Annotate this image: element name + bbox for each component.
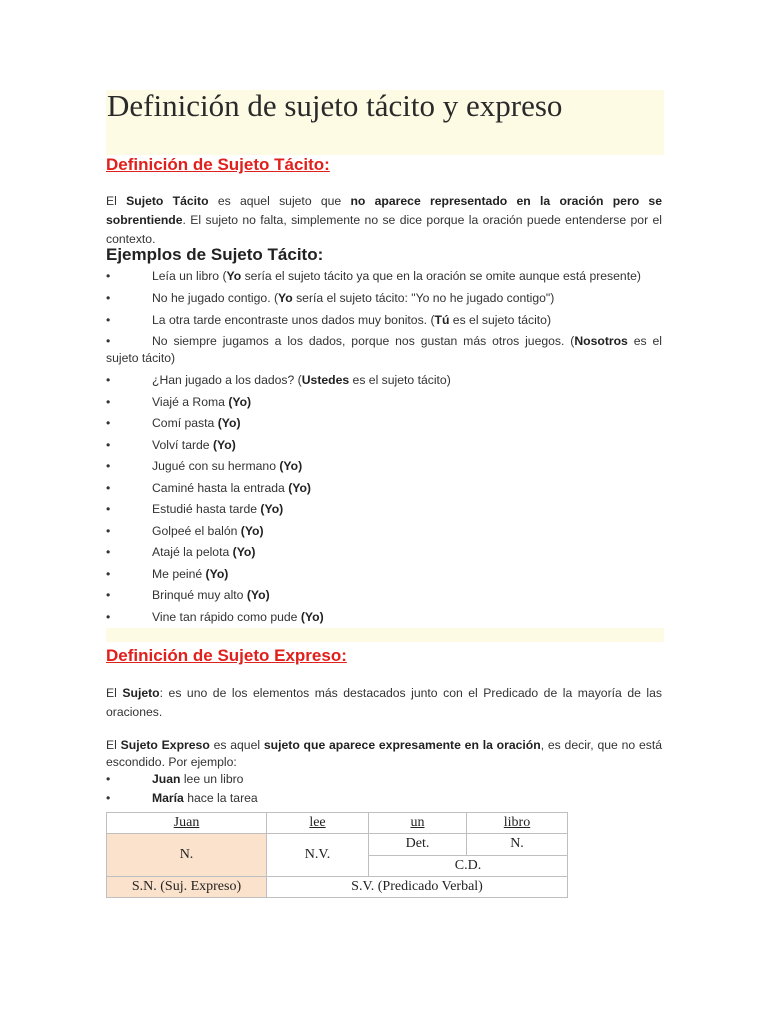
table-row [107, 834, 568, 856]
text: Golpeé el balón [152, 524, 241, 538]
text: hace la tarea [183, 791, 258, 805]
table-cell: N. [107, 834, 267, 877]
text: es aquel sujeto que [208, 194, 351, 208]
sujeto-definition [106, 684, 662, 722]
text: Viajé a Roma [152, 395, 229, 409]
text: Brinqué muy alto [152, 588, 247, 602]
bullet-icon: • [106, 588, 111, 602]
bold-subject: (Yo) [279, 459, 303, 473]
bold-subject: Yo [278, 291, 293, 305]
bullet-icon: • [106, 291, 111, 305]
list-item [152, 269, 641, 283]
bold-term: Sujeto [122, 686, 160, 700]
section-heading-expreso: Definición de Sujeto Expreso: [106, 646, 347, 665]
text: No siempre jugamos a los dados, porque nos gustan más otros juegos. ( [152, 334, 575, 348]
bold-subject: (Yo) [232, 545, 256, 559]
sentence-analysis-table [106, 812, 568, 898]
text: El [106, 738, 121, 752]
list-item [152, 791, 258, 805]
text: La otra tarde encontraste unos dados muy bonitos. ( [152, 313, 435, 327]
table-cell: N. [467, 834, 568, 856]
list-item [152, 481, 311, 495]
text: Caminé hasta la entrada [152, 481, 289, 495]
text: es el sujeto tácito) [349, 373, 451, 387]
bold-subject: (Yo) [288, 481, 311, 495]
bullet-icon: • [106, 524, 111, 538]
bold-subject: Tú [434, 313, 450, 327]
list-item [152, 459, 302, 473]
text: Me peiné [152, 567, 206, 581]
text: El [106, 686, 123, 700]
table-cell: C.D. [369, 855, 568, 877]
bullet-icon: • [106, 502, 111, 516]
bold-subject: (Yo) [240, 524, 264, 538]
table-row [107, 877, 568, 898]
list-item [152, 610, 324, 624]
text: es el sujeto tácito) [106, 334, 662, 365]
table-cell: S.V. (Predicado Verbal) [267, 877, 568, 898]
word: lee [309, 815, 326, 830]
bold-subject: Yo [226, 269, 242, 283]
list-item [152, 524, 264, 538]
list-item [152, 416, 241, 430]
examples-heading: Ejemplos de Sujeto Tácito: [106, 245, 324, 264]
text: No he jugado contigo. ( [152, 291, 279, 305]
text: El [106, 194, 127, 208]
bullet-icon: • [106, 395, 111, 409]
bullet-icon: • [106, 481, 111, 495]
list-item [152, 313, 551, 327]
bullet-icon: • [106, 610, 111, 624]
bullet-icon: • [106, 791, 111, 805]
section-divider-band [106, 628, 664, 642]
bullet-icon: • [106, 334, 111, 348]
list-item [152, 502, 283, 516]
table-cell [369, 813, 467, 834]
bullet-icon: • [106, 313, 111, 327]
table-cell [267, 813, 369, 834]
bold-subject: Nosotros [574, 334, 628, 348]
table-row [107, 813, 568, 834]
text: Leía un libro ( [152, 269, 227, 283]
text: Jugué con su hermano [152, 459, 280, 473]
table-cell: N.V. [267, 834, 369, 877]
table-cell [467, 813, 568, 834]
list-item [152, 545, 255, 559]
list-item [152, 567, 228, 581]
bold-subject: Juan [152, 772, 181, 786]
text: . El sujeto no falta, simplemente no se dice porque la oración puede entenderse por el contexto. [106, 213, 662, 246]
list-item [106, 333, 662, 367]
text: Vine tan rápido como pude [152, 610, 301, 624]
bold-term: Sujeto Expreso [120, 738, 210, 752]
list-item [152, 438, 236, 452]
section-heading-tacito: Definición de Sujeto Tácito: [106, 155, 330, 174]
table-cell: Det. [369, 834, 467, 856]
bullet-icon: • [106, 545, 111, 559]
page-title: Definición de sujeto tácito y expreso [107, 88, 563, 123]
text: es el sujeto tácito) [449, 313, 552, 327]
list-item [152, 395, 251, 409]
bold-subject: (Yo) [228, 395, 252, 409]
list-item [152, 291, 554, 305]
bold-subject: (Yo) [260, 502, 284, 516]
bullet-icon: • [106, 459, 111, 473]
expreso-definition [106, 737, 662, 771]
bullet-icon: • [106, 772, 111, 786]
word: libro [503, 815, 531, 830]
bold-term: Sujeto Tácito [126, 194, 209, 208]
bullet-icon: • [106, 373, 111, 387]
text: Atajé la pelota [152, 545, 233, 559]
bullet-icon: • [106, 416, 111, 430]
text: , es decir, que no está escondido. Por ejemplo: [106, 738, 662, 769]
list-item [152, 588, 270, 602]
text: : es uno de los elementos más destacados junto con el Predicado de la mayoría de las oraciones. [106, 686, 662, 719]
bold-subject: (Yo) [246, 588, 270, 602]
list-item [152, 772, 243, 786]
bold-subject: (Yo) [212, 438, 236, 452]
tacito-definition [106, 192, 662, 249]
text: Volví tarde [152, 438, 213, 452]
text: Estudié hasta tarde [152, 502, 261, 516]
list-item [152, 373, 451, 387]
table-cell [107, 813, 267, 834]
bold-subject: Ustedes [301, 373, 350, 387]
bullet-icon: • [106, 567, 111, 581]
bullet-icon: • [106, 269, 111, 283]
text: sería el sujeto tácito ya que en la oración se omite aunque está presente) [241, 269, 641, 283]
bullet-icon: • [106, 438, 111, 452]
bold-subject: (Yo) [217, 416, 241, 430]
bold-phrase: sujeto que aparece expresamente en la oración [263, 738, 541, 752]
bold-subject: (Yo) [300, 610, 324, 624]
text: ¿Han jugado a los dados? ( [152, 373, 302, 387]
text: lee un libro [180, 772, 244, 786]
text: sería el sujeto tácito: "Yo no he jugado contigo") [292, 291, 555, 305]
bold-subject: (Yo) [205, 567, 229, 581]
word: Juan [173, 815, 200, 830]
text: Comí pasta [152, 416, 218, 430]
table-cell: S.N. (Suj. Expreso) [107, 877, 267, 898]
word: un [410, 815, 425, 830]
text: es aquel [209, 738, 264, 752]
bold-subject: María [152, 791, 184, 805]
bold-phrase: no aparece representado en la oración pero se sobrentiende [106, 194, 662, 227]
